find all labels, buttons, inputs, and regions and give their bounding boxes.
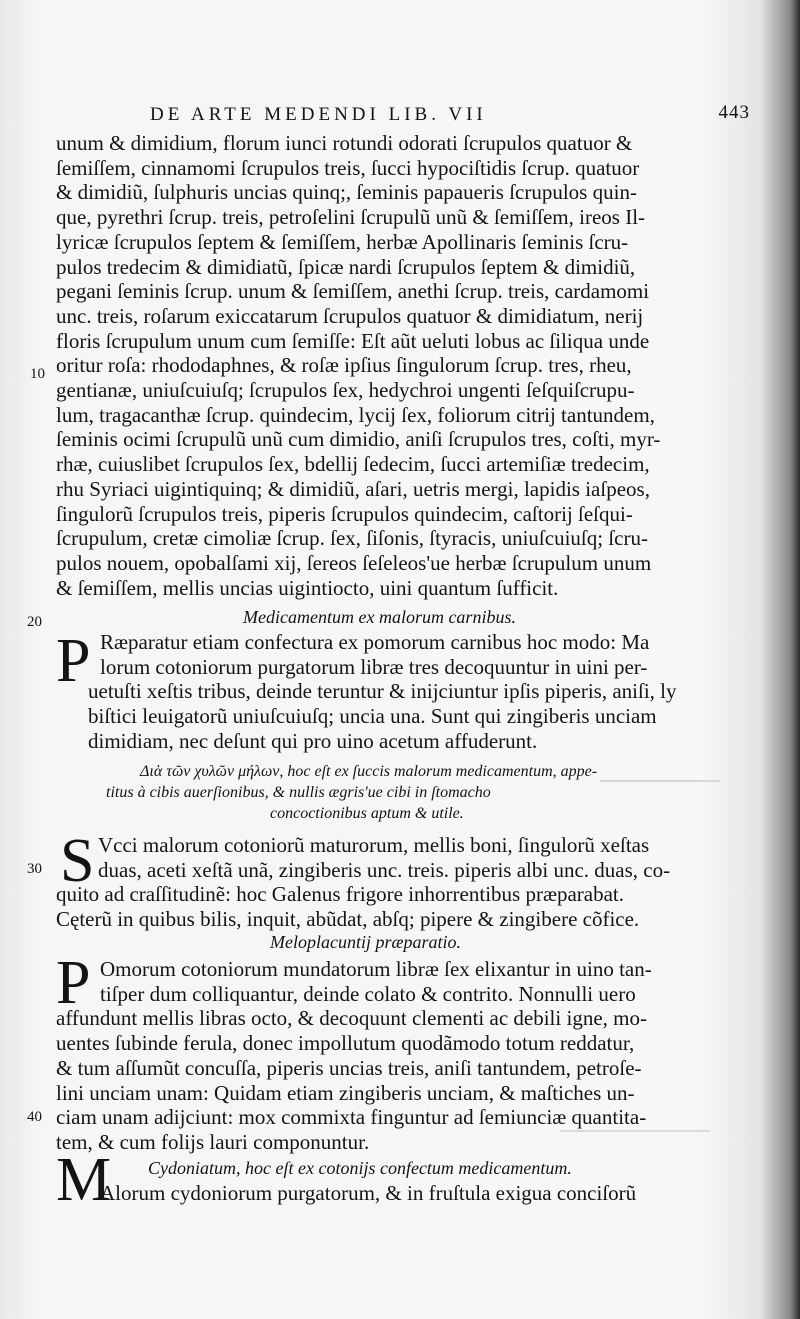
pomorum-line: affundunt mellis libras octo, & decoquunt clementi ac debili igne, mo- [56, 1006, 647, 1031]
pomorum-line: lini unciam unam: Quidam etiam zingiberis unciam, & maſtiches un- [56, 1080, 635, 1105]
greek-block-line: concoctionibus aptum & utile. [270, 805, 464, 822]
ingredients-line: & ſemiſſem, mellis uncias uigintiocto, uini quantum ſufficit. [56, 575, 559, 600]
running-title: DE ARTE MEDENDI LIB. VII [150, 104, 487, 125]
ingredients-line: rhu Syriaci uigintiquinq; & dimidiũ, aſari, uetris mergi, lapidis iaſpeos, [56, 476, 650, 501]
pomorum-line: uentes ſubinde ferula, donec impollutum quodãmodo totum reddatur, [56, 1031, 635, 1056]
ingredients-line: unum & dimidium, florum iunci rotundi odorati ſcrupulos quatuor & [56, 131, 633, 155]
pomorum-line: tiſper dum colliquantur, deinde colato & contrito. Nonnulli uero [100, 981, 636, 1006]
bleed-through-mark-2 [560, 1130, 710, 1132]
succi-line: Vcci malorum cotoniorũ maturorum, mellis boni, ſingulorũ xeſtas [98, 833, 650, 857]
ingredients-line: ſemiſſem, cinnamomi ſcrupulos treis, ſucci hypociſtidis ſcrup. quatuor [56, 155, 640, 180]
ingredients-line: pulos nouem, opobalſami xij, ſereos ſeſeleos'ue herbæ ſcrupulum unum [56, 550, 652, 575]
ingredients-line: & dimidiũ, ſulphuris uncias quinq;, ſeminis papaueris ſcrupulos quin- [56, 180, 637, 205]
ingredients-line: ſingulorũ ſcrupulos treis, piperis ſcrupulos quindecim, caſtorij ſeſqui- [56, 501, 633, 526]
ingredients-line: lum, tragacanthæ ſcrup. quindecim, lycij ſex, foliorum citrij tantundem, [56, 402, 655, 427]
ingredients-line: floris ſcrupulum unum cum ſemiſſe: Eſt aũt ueluti lobus ac ſiliqua unde [56, 328, 650, 353]
greek-block-line: Διὰ τῶν χυλῶν μήλων, hoc eſt ex ſuccis malorum medicamentum, appe- [140, 763, 598, 780]
pomorum-line: Omorum cotoniorum mundatorum libræ ſex elixantur in uino tan- [100, 957, 652, 981]
confectura-line: lorum cotoniorum purgatorum libræ tres decoquuntur in uini per- [100, 654, 648, 679]
ingredients-line: rhæ, cuiuslibet ſcrupulos ſex, bdellij ſedecim, ſucci artemiſiæ tredecim, [56, 452, 650, 477]
drop-cap-p: P [56, 627, 91, 695]
ingredients-line: que, pyrethri ſcrup. treis, petroſelini ſcrupulũ unũ & ſemiſſem, ireos Il- [56, 205, 646, 230]
succi-line: quito ad craſſitudinẽ: hoc Galenus frigore inhorrentibus præparabat. [56, 882, 624, 907]
section-heading-malorum-carnibus: Medicamentum ex malorum carnibus. [243, 607, 516, 627]
confectura-line: dimidiam, nec deſunt qui pro uino acetum affuderunt. [88, 728, 538, 753]
ingredients-line: ſcrupulum, cretæ cimoliæ ſcrup. ſex, ſiſonis, ſtyracis, uniuſcuiuſq; ſcru- [56, 526, 648, 551]
drop-cap-s: S [60, 827, 95, 895]
pomorum-line: tem, & cum folijs lauri componuntur. [56, 1129, 370, 1154]
confectura-line: Ræparatur etiam confectura ex pomorum carnibus hoc modo: Ma [100, 630, 650, 654]
drop-cap-p-2: P [56, 949, 91, 1017]
ingredients-line: ſeminis ocimi ſcrupulũ unũ cum dimidio, aniſi ſcrupulos tres, coſti, myr- [56, 427, 661, 452]
succi-line: Cęterũ in quibus bilis, inquit, abũdat, abſq; pipere & zingibere cõfice. [56, 907, 640, 932]
line-number-10: 10 [30, 366, 45, 382]
line-number-30: 30 [27, 861, 42, 877]
ingredients-line: lyricæ ſcrupulos ſeptem & ſemiſſem, herbæ Apollinaris ſeminis ſcru- [56, 229, 629, 254]
succi-line: duas, aceti xeſtã unã, zingiberis unc. treis. piperis albi unc. duas, co- [98, 857, 671, 882]
greek-block-line: titus à cibis auerſionibus, & nullis ægris'ue cibi in ſtomacho [106, 784, 491, 801]
pomorum-line: ciam unam adijciunt: mox commixta finguntur ad ſemiunciæ quantita- [56, 1105, 647, 1130]
section-heading-meloplacuntij: Meloplacuntij præparatio. [270, 932, 461, 952]
page-number: 443 [718, 102, 750, 123]
pomorum-line: & tum aſſumũt concuſſa, piperis uncias treis, aniſi tantundem, petroſe- [56, 1055, 642, 1080]
line-number-40: 40 [27, 1109, 42, 1125]
bleed-through-mark [600, 780, 720, 782]
ingredients-line: pulos tredecim & dimidiatũ, ſpicæ nardi ſcrupulos ſeptem & dimidiũ, [56, 254, 636, 279]
line-number-20: 20 [27, 614, 42, 630]
drop-cap-m: M [56, 1146, 112, 1214]
ingredients-line: unc. treis, roſarum exiccatarum ſcrupulos quatuor & dimidiatum, nerij [56, 303, 644, 328]
ingredients-line: gentianæ, uniuſcuiuſq; ſcrupulos ſex, hedychroi ungenti ſeſquiſcrupu- [56, 378, 635, 402]
cydoniorum-line: Alorum cydoniorum purgatorum, & in fruſtula exigua conciſorũ [100, 1181, 637, 1205]
ingredients-line: oritur roſa: rhododaphnes, & roſæ ipſius ſingulorum ſcrup. tres, rheu, [56, 353, 632, 378]
confectura-line: biſtici leuigatorũ uniuſcuiuſq; uncia una. Sunt qui zingiberis unciam [88, 704, 657, 729]
confectura-line: uetuſti xeſtis tribus, deinde teruntur & inijciuntur ipſis piperis, aniſi, ly [88, 679, 677, 704]
running-header [150, 104, 750, 130]
ingredients-line: pegani ſeminis ſcrup. unum & ſemiſſem, anethi ſcrup. treis, cardamomi [56, 279, 650, 304]
section-heading-cydoniatum: Cydoniatum, hoc eſt ex cotonijs confectum medicamentum. [148, 1158, 572, 1178]
